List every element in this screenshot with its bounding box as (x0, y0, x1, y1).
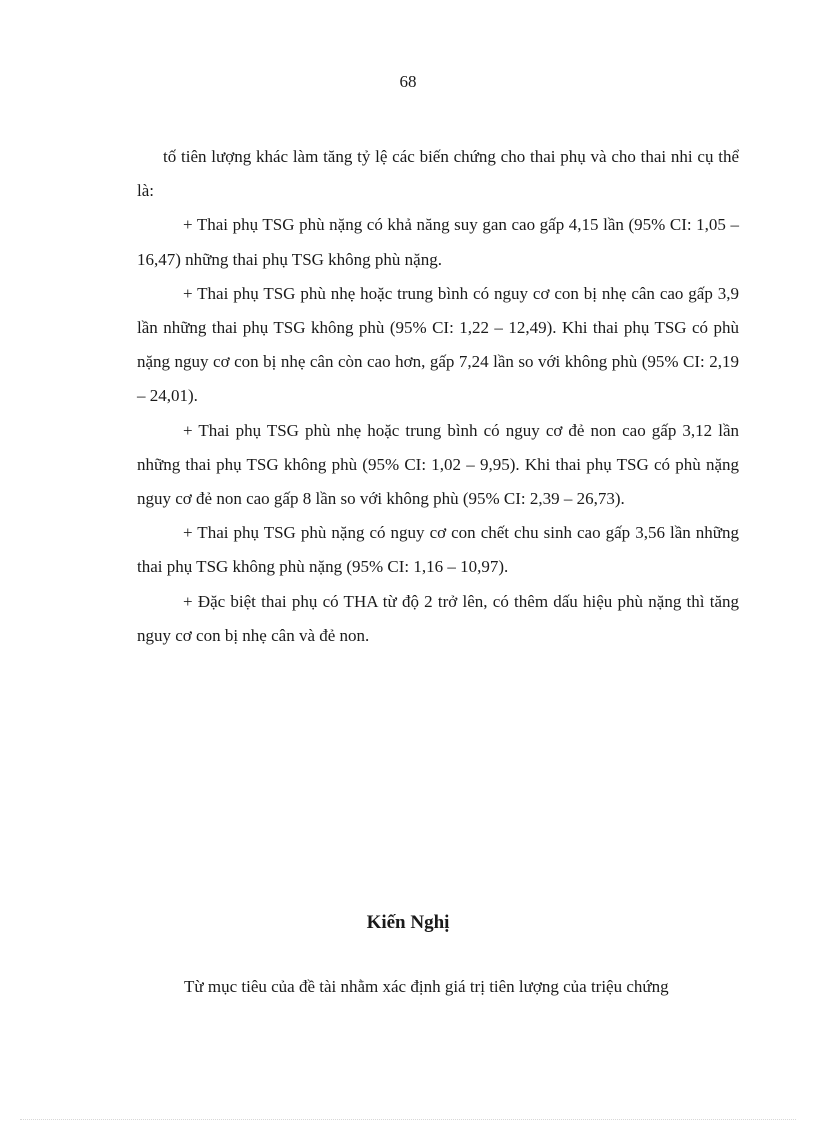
page-bottom-divider (20, 1119, 796, 1120)
section-heading: Kiến Nghị (366, 912, 450, 933)
paragraph-preterm-birth: + Thai phụ TSG phù nhẹ hoặc trung bình có nguy cơ đẻ non cao gấp 3,12 lần những thai phụ TSG không phù (95% CI: 1,02 – 9,95). Khi thai phụ TSG có phù nặng nguy cơ đẻ non cao gấp 8 lần so với không phù (95% CI: 2,39 – 26,73). (137, 420, 739, 509)
section-text (137, 970, 739, 1004)
paragraph-hypertension: + Đặc biệt thai phụ có THA từ độ 2 trở lên, có thêm dấu hiệu phù nặng thì tăng nguy cơ con bị nhẹ cân và đẻ non. (137, 591, 739, 645)
paragraph-perinatal-death: + Thai phụ TSG phù nặng có nguy cơ con chết chu sinh cao gấp 3,56 lần những thai phụ TSG không phù nặng (95% CI: 1,16 – 10,97). (137, 523, 739, 577)
paragraph-intro: tố tiên lượng khác làm tăng tỷ lệ các biến chứng cho thai phụ và cho thai nhi cụ thể là: (137, 147, 739, 201)
paragraph-low-birth-weight: + Thai phụ TSG phù nhẹ hoặc trung bình có nguy cơ con bị nhẹ cân cao gấp 3,9 lần những thai phụ TSG không phù (95% CI: 1,22 – 12,49). Khi thai phụ TSG có phù nặng nguy cơ con bị nhẹ cân còn cao hơn, gấp 7,24 lần so với không phù (95% CI: 2,19 – 24,01). (137, 283, 739, 406)
body-text (137, 140, 739, 653)
paragraph-liver-failure: + Thai phụ TSG phù nặng có khả năng suy gan cao gấp 4,15 lần (95% CI: 1,05 – 16,47) những thai phụ TSG không phù nặng. (137, 215, 739, 269)
page-number: 68 (399, 72, 417, 91)
section-paragraph: Từ mục tiêu của đề tài nhằm xác định giá trị tiên lượng của triệu chứng (184, 977, 669, 996)
